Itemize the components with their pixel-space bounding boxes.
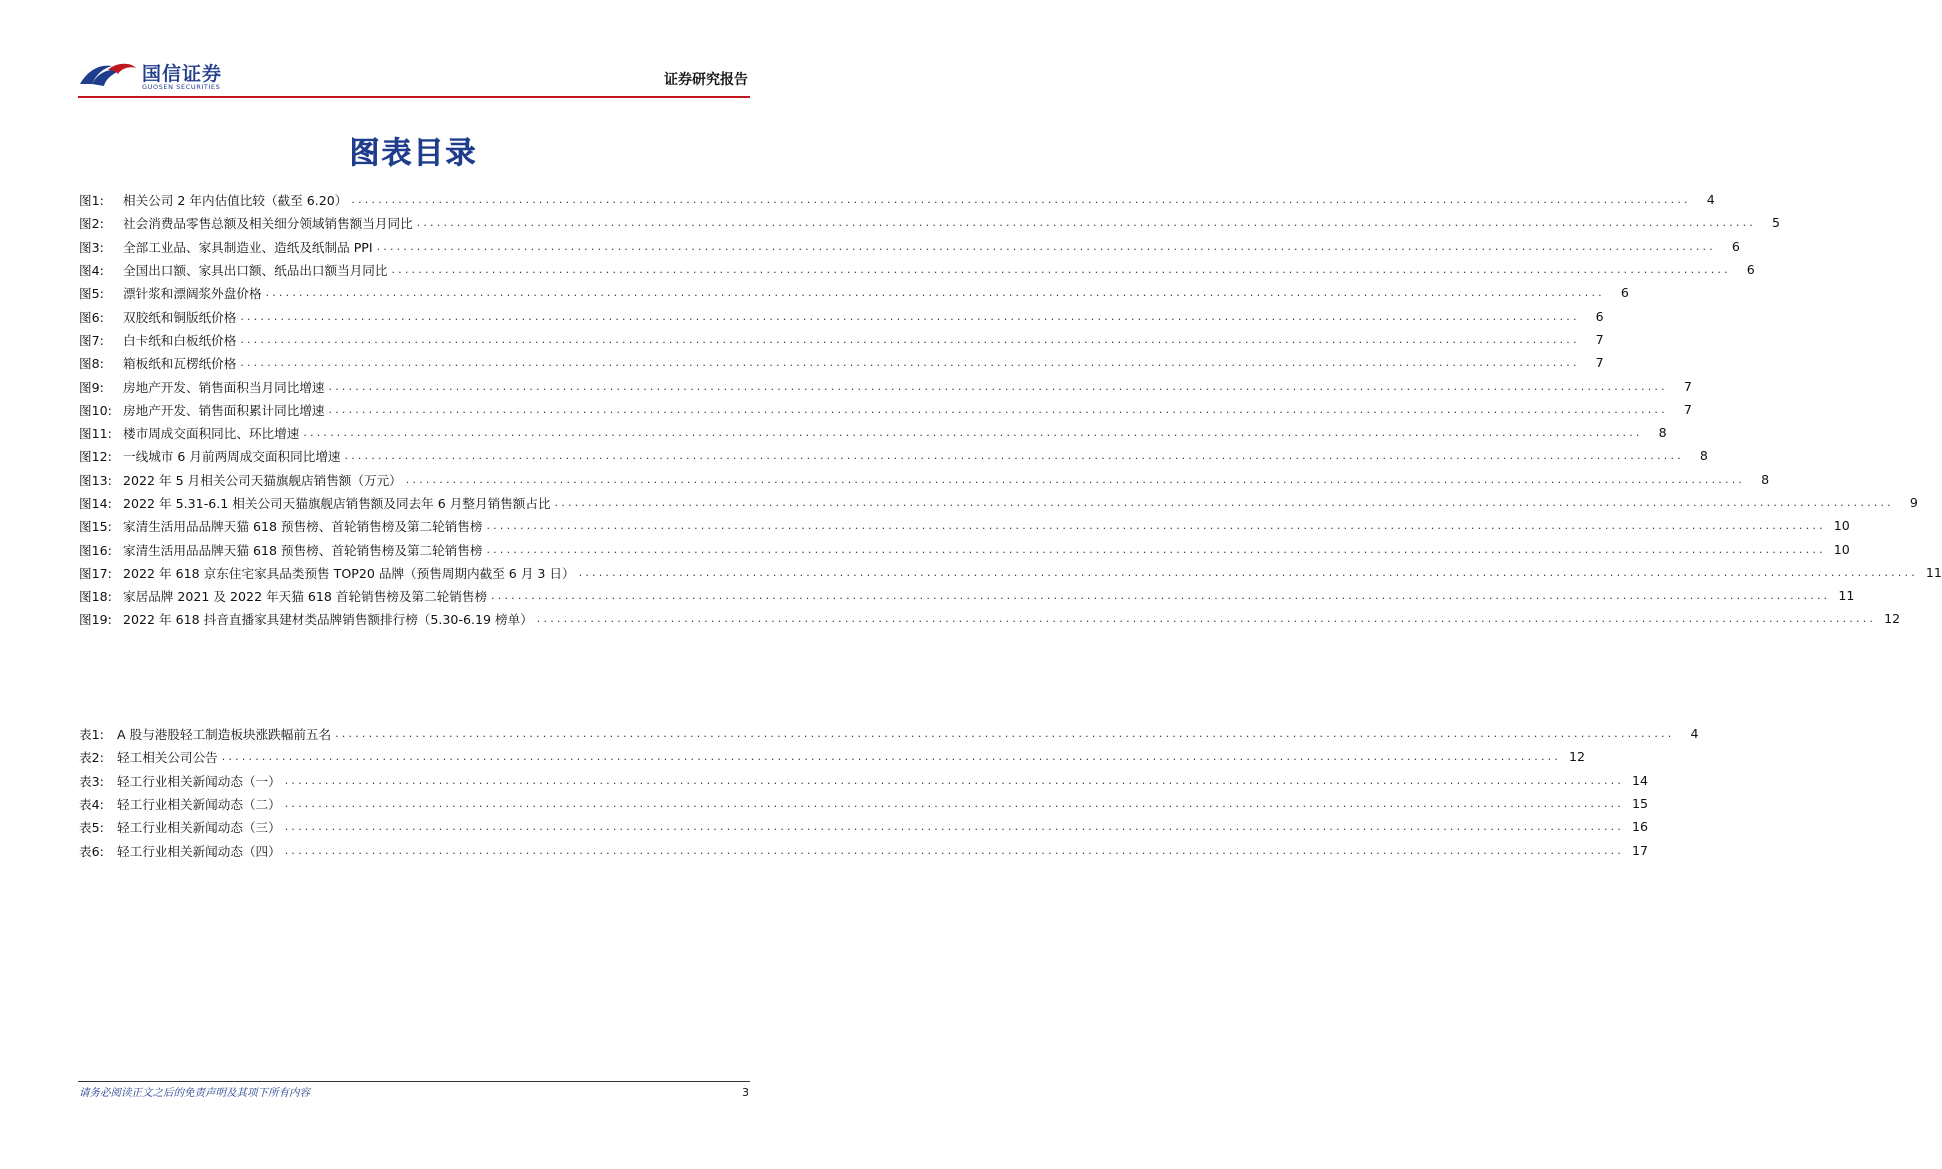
toc-entry-label: 图8: <box>79 356 104 372</box>
toc-entry-title <box>79 724 331 743</box>
toc-entry-text: 2022 年 618 京东住宅家具品类预售 TOP20 品牌（预售周期内截至 6 月 3 日） <box>123 565 575 581</box>
toc-leader-dots: ........................................................................................................................................................................................................ <box>486 519 1826 533</box>
toc-entry-title <box>79 283 262 302</box>
toc-entry-text: 轻工行业相关新闻动态（一） <box>117 773 281 789</box>
toc-leader-dots: ........................................................................................................................................................................................................ <box>486 542 1826 556</box>
toc-entry[interactable] <box>79 769 1649 792</box>
toc-entry-title <box>79 446 341 465</box>
toc-entry-page: 12 <box>1569 749 1586 765</box>
toc-entry-label: 图7: <box>79 332 104 348</box>
toc-leader-dots: ........................................................................................................................................................................................................ <box>578 565 1918 579</box>
toc-entry-page: 7 <box>1595 331 1604 347</box>
toc-entry-title <box>79 400 325 419</box>
footer-disclaimer: 请务必阅读正文之后的免责声明及其项下所有内容 <box>79 1087 310 1099</box>
toc-leader-dots: ........................................................................................................................................................................................................ <box>328 402 1668 416</box>
toc-entry-label: 图4: <box>79 263 104 279</box>
toc-entry-title <box>79 190 347 209</box>
toc-entry-title <box>79 794 281 813</box>
toc-entry[interactable] <box>79 374 1692 397</box>
toc-leader-dots: ........................................................................................................................................................................................................ <box>284 773 1625 787</box>
toc-leader-dots: ........................................................................................................................................................................................................ <box>284 797 1625 811</box>
toc-entry-page: 11 <box>1925 564 1942 580</box>
toc-entry-page: 15 <box>1632 796 1649 812</box>
toc-entry-label: 图9: <box>79 379 104 395</box>
toc-entry-label: 图10: <box>79 402 112 418</box>
toc-entry[interactable] <box>79 188 1715 211</box>
toc-entry[interactable] <box>79 514 1850 537</box>
toc-entry[interactable] <box>79 468 1770 491</box>
toc-entry-label: 表3: <box>79 773 104 789</box>
toc-entry-text: 家居品牌 2021 及 2022 年天猫 618 首轮销售榜及第二轮销售榜 <box>123 589 488 605</box>
toc-leader-dots: ........................................................................................................................................................................................................ <box>376 239 1716 253</box>
page-number: 3 <box>742 1086 749 1099</box>
toc-entry-label: 表5: <box>79 820 104 836</box>
toc-entry[interactable] <box>79 745 1586 768</box>
toc-entry-text: 社会消费品零售总额及相关细分领域销售额当月同比 <box>123 216 413 232</box>
toc-leader-dots: ........................................................................................................................................................................................................ <box>536 612 1877 626</box>
toc-entry-title <box>79 260 387 279</box>
toc-entry-page: 14 <box>1632 772 1649 788</box>
toc-entry-label: 图6: <box>79 309 104 325</box>
toc-entry-page: 8 <box>1761 471 1770 487</box>
toc-entry[interactable] <box>79 235 1740 258</box>
toc-entry-title <box>79 493 551 512</box>
toc-entry-title <box>79 586 487 605</box>
toc-entry[interactable] <box>79 491 1918 514</box>
toc-entry[interactable] <box>79 838 1649 861</box>
toc-entry-page: 17 <box>1632 842 1649 858</box>
toc-entry-label: 表1: <box>79 727 104 743</box>
figure-list <box>79 188 1942 631</box>
toc-entry-title <box>79 307 236 326</box>
toc-entry-title <box>79 423 299 442</box>
toc-entry-label: 图17: <box>79 565 112 581</box>
toc-entry[interactable] <box>79 444 1708 467</box>
toc-entry-label: 图2: <box>79 216 104 232</box>
logo-text-cn: 国信证券 <box>142 63 223 85</box>
toc-entry-page: 4 <box>1690 726 1699 742</box>
table-list <box>79 722 1699 862</box>
toc-entry-title <box>79 771 281 790</box>
toc-entry[interactable] <box>79 584 1855 607</box>
toc-entry-text: 一线城市 6 月前两周成交面积同比增速 <box>123 449 341 465</box>
toc-entry-page: 9 <box>1909 495 1918 510</box>
toc-entry[interactable] <box>79 561 1942 584</box>
toc-entry-title <box>79 841 281 860</box>
toc-entry-label: 图5: <box>79 286 104 302</box>
toc-entry-title <box>79 470 402 489</box>
footer-divider <box>78 1081 750 1082</box>
toc-entry-text: 2022 年 618 抖音直播家具建材类品牌销售额排行榜（5.30-6.19 榜单） <box>123 612 533 628</box>
toc-entry[interactable] <box>79 328 1604 351</box>
toc-entry[interactable] <box>79 398 1692 421</box>
toc-leader-dots: ........................................................................................................................................................................................................ <box>240 332 1580 346</box>
toc-entry[interactable] <box>79 281 1629 304</box>
logo-text-en: GUOSEN SECURITIES <box>142 83 221 91</box>
toc-entry-page: 6 <box>1746 262 1755 278</box>
toc-entry-label: 表4: <box>79 797 104 813</box>
toc-entry-text: 全部工业品、家具制造业、造纸及纸制品 PPI <box>123 239 373 255</box>
toc-entry-label: 图18: <box>79 589 112 605</box>
toc-entry-text: 全国出口额、家具出口额、纸品出口额当月同比 <box>123 263 388 279</box>
toc-entry[interactable] <box>79 304 1604 327</box>
toc-entry-label: 图11: <box>79 426 112 442</box>
guosen-logo-icon <box>78 60 138 90</box>
toc-leader-dots: ........................................................................................................................................................................................................ <box>284 843 1625 857</box>
toc-entry-text: 楼市周成交面积同比、环比增速 <box>123 426 300 442</box>
toc-leader-dots: ........................................................................................................................................................................................................ <box>328 379 1668 393</box>
toc-entry-page: 10 <box>1833 541 1850 557</box>
toc-entry-title <box>79 609 533 628</box>
toc-entry-page: 7 <box>1683 378 1692 394</box>
toc-leader-dots: ........................................................................................................................................................................................................ <box>416 216 1756 230</box>
report-type: 证券研究报告 <box>664 72 748 88</box>
toc-entry-text: 2022 年 5 月相关公司天猫旗舰店销售额（万元） <box>123 472 402 488</box>
toc-entry-page: 7 <box>1683 401 1692 417</box>
toc-entry-label: 图14: <box>79 496 112 511</box>
toc-entry-title <box>79 353 236 372</box>
toc-entry-page: 8 <box>1699 448 1708 464</box>
toc-entry-text: 相关公司 2 年内估值比较（截至 6.20） <box>123 193 348 209</box>
toc-leader-dots: ........................................................................................................................................................................................................ <box>491 589 1831 603</box>
toc-entry-label: 图1: <box>79 193 104 209</box>
toc-leader-dots: ........................................................................................................................................................................................................ <box>351 193 1691 207</box>
toc-entry-text: 箱板纸和瓦楞纸价格 <box>123 356 237 372</box>
toc-entry-text: 漂针浆和漂阔浆外盘价格 <box>123 286 262 302</box>
toc-entry[interactable] <box>79 537 1850 560</box>
page-title: 图表目录 <box>349 136 478 171</box>
toc-entry-text: 房地产开发、销售面积当月同比增速 <box>123 379 325 395</box>
toc-entry-page: 10 <box>1833 518 1850 534</box>
toc-entry-page: 8 <box>1658 425 1667 441</box>
toc-entry[interactable] <box>79 421 1667 444</box>
toc-entry-label: 图3: <box>79 239 104 255</box>
toc-leader-dots: ........................................................................................................................................................................................................ <box>391 263 1731 277</box>
toc-entry-page: 4 <box>1706 192 1715 208</box>
toc-entry-title <box>79 377 325 396</box>
toc-entry-label: 图19: <box>79 612 112 628</box>
toc-entry-label: 图15: <box>79 519 112 535</box>
toc-leader-dots: ........................................................................................................................................................................................................ <box>240 356 1580 370</box>
toc-leader-dots: ........................................................................................................................................................................................................ <box>405 472 1746 486</box>
toc-entry-label: 图16: <box>79 542 112 558</box>
toc-entry-text: A 股与港股轻工制造板块涨跌幅前五名 <box>117 727 332 743</box>
toc-leader-dots: ........................................................................................................................................................................................................ <box>240 309 1580 323</box>
toc-entry-text: 家清生活用品品牌天猫 618 预售榜、首轮销售榜及第二轮销售榜 <box>123 542 483 558</box>
toc-entry-text: 轻工相关公司公告 <box>117 750 218 766</box>
toc-entry[interactable] <box>79 258 1755 281</box>
toc-entry-label: 表6: <box>79 843 104 859</box>
toc-entry-page: 11 <box>1838 588 1855 604</box>
toc-leader-dots: ........................................................................................................................................................................................................ <box>265 286 1605 300</box>
toc-entry-title <box>79 330 236 349</box>
toc-entry-title <box>79 540 482 559</box>
toc-entry-text: 轻工行业相关新闻动态（二） <box>117 797 281 813</box>
toc-leader-dots: ........................................................................................................................................................................................................ <box>284 820 1625 834</box>
toc-entry-text: 2022 年 5.31-6.1 相关公司天猫旗舰店销售额及同去年 6 月整月销售额占比 <box>123 496 551 511</box>
toc-entry-text: 双胶纸和铜版纸价格 <box>123 309 237 325</box>
toc-entry-title <box>79 817 281 836</box>
toc-leader-dots: ........................................................................................................................................................................................................ <box>303 426 1643 440</box>
toc-entry-label: 表2: <box>79 750 104 766</box>
toc-entry-text: 轻工行业相关新闻动态（三） <box>117 820 281 836</box>
toc-entry[interactable] <box>79 722 1699 745</box>
toc-entry-title <box>79 213 413 232</box>
toc-entry-title <box>79 237 373 256</box>
toc-entry[interactable] <box>79 607 1901 630</box>
toc-entry[interactable] <box>79 211 1780 234</box>
toc-entry-label: 图13: <box>79 472 112 488</box>
toc-entry-page: 6 <box>1620 285 1629 301</box>
toc-leader-dots: ........................................................................................................................................................................................................ <box>335 727 1675 741</box>
toc-entry-text: 房地产开发、销售面积累计同比增速 <box>123 402 325 418</box>
page-header <box>78 56 750 96</box>
toc-entry-title <box>79 563 575 582</box>
toc-entry-page: 12 <box>1884 611 1901 627</box>
toc-entry-page: 7 <box>1595 355 1604 371</box>
toc-leader-dots: ........................................................................................................................................................................................................ <box>554 496 1894 509</box>
toc-entry-label: 图12: <box>79 449 112 465</box>
toc-entry-title <box>79 516 482 535</box>
toc-entry-text: 家清生活用品品牌天猫 618 预售榜、首轮销售榜及第二轮销售榜 <box>123 519 483 535</box>
toc-entry-page: 6 <box>1731 238 1740 254</box>
toc-entry-page: 5 <box>1771 215 1780 231</box>
toc-entry-page: 6 <box>1595 308 1604 324</box>
toc-entry-title <box>79 747 218 766</box>
toc-entry[interactable] <box>79 351 1604 374</box>
toc-entry[interactable] <box>79 815 1649 838</box>
toc-entry[interactable] <box>79 792 1649 815</box>
toc-entry-page: 16 <box>1632 819 1649 835</box>
toc-leader-dots: ........................................................................................................................................................................................................ <box>221 750 1562 764</box>
toc-entry-text: 轻工行业相关新闻动态（四） <box>117 843 281 859</box>
header-divider <box>78 96 750 98</box>
toc-leader-dots: ........................................................................................................................................................................................................ <box>344 449 1684 463</box>
toc-entry-text: 白卡纸和白板纸价格 <box>123 332 237 348</box>
